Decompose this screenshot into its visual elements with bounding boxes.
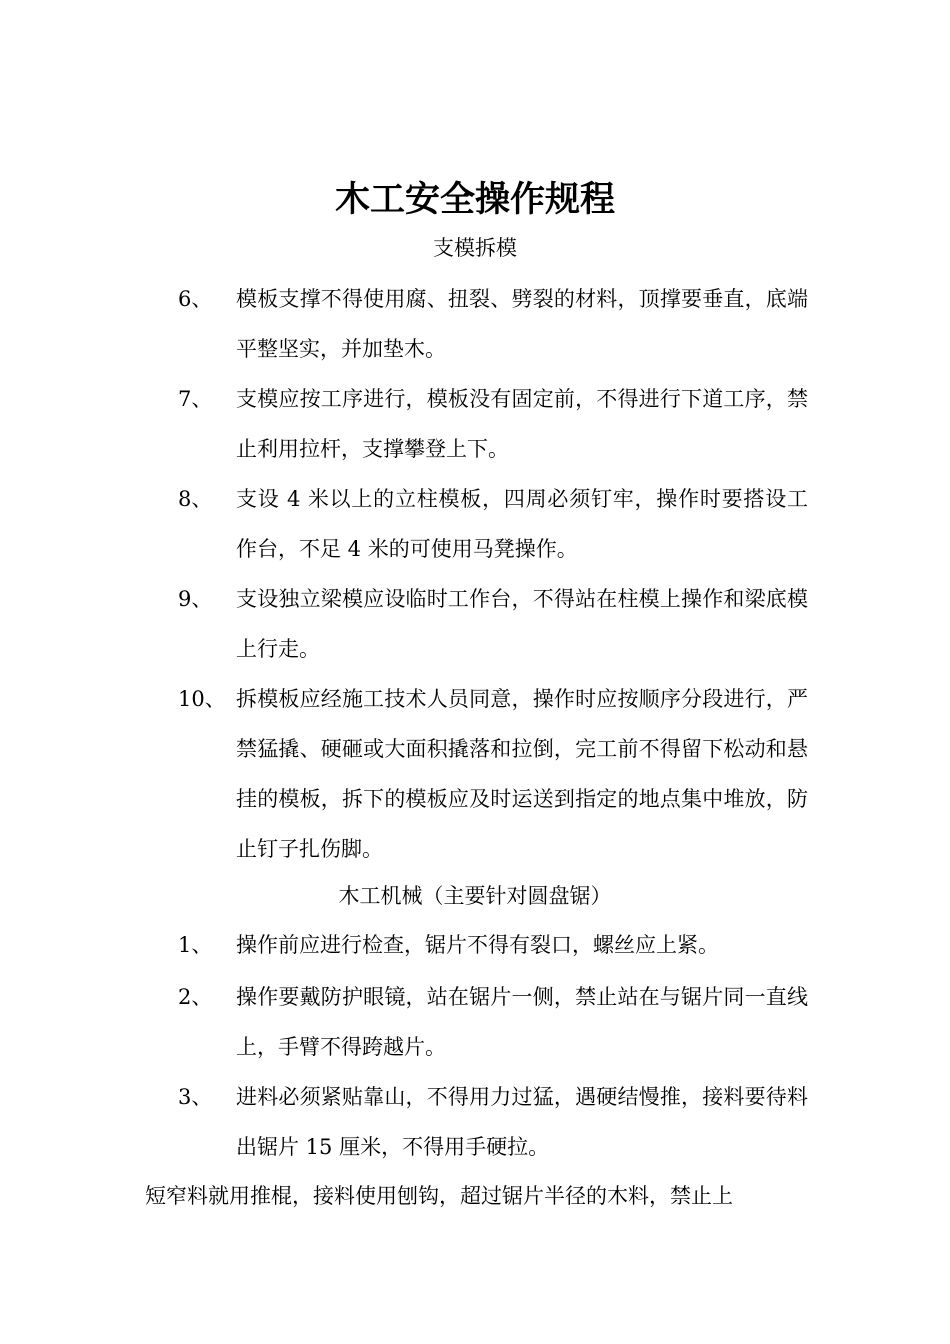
trailing-paragraph: 短窄料就用推棍，接料使用刨钩，超过锯片半径的木料，禁止上: [145, 1184, 733, 1208]
list-item-text: 进料必须紧贴靠山，不得用力过猛，遇硬结慢推，接料要待料出锯片 15 厘米，不得用手硬拉。: [236, 1085, 808, 1159]
list-item-number: 7、: [178, 387, 213, 411]
list-item-number: 6、: [178, 287, 213, 311]
list-item-number: 1、: [178, 933, 213, 957]
list-item-text: 拆模板应经施工技术人员同意，操作时应按顺序分段进行，严禁猛撬、硬砸或大面积撬落和拉倒，完工前不得留下松动和悬挂的模板，拆下的模板应及时运送到指定的地点集中堆放，防止钉子扎伤脚。: [236, 687, 808, 861]
list-item-number: 8、: [178, 487, 213, 511]
list-item-number: 10、: [178, 687, 226, 711]
list-item-text: 支设 4 米以上的立柱模板，四周必须钉牢，操作时要搭设工作台，不足 4 米的可使用马凳操作。: [236, 487, 808, 561]
list-item-text: 支设独立梁模应设临时工作台，不得站在柱模上操作和梁底模上行走。: [236, 587, 808, 661]
list-item-text: 操作要戴防护眼镜，站在锯片一侧，禁止站在与锯片同一直线上，手臂不得跨越片。: [236, 985, 808, 1059]
section-heading-woodworking-machinery: 木工机械（主要针对圆盘锯）: [338, 884, 612, 908]
document-title: 木工安全操作规程: [334, 180, 615, 220]
list-item-number: 2、: [178, 985, 213, 1009]
list-item-text: 操作前应进行检查，锯片不得有裂口，螺丝应上紧。: [236, 933, 719, 957]
list-item-number: 3、: [178, 1085, 213, 1109]
list-item-number: 9、: [178, 587, 213, 611]
section-heading-formwork: 支模拆模: [433, 236, 517, 260]
list-item-text: 支模应按工序进行，模板没有固定前，不得进行下道工序，禁止利用拉杆，支撑攀登上下。: [236, 387, 808, 461]
list-item-text: 模板支撑不得使用腐、扭裂、劈裂的材料，顶撑要垂直，底端平整坚实，并加垫木。: [236, 287, 808, 361]
